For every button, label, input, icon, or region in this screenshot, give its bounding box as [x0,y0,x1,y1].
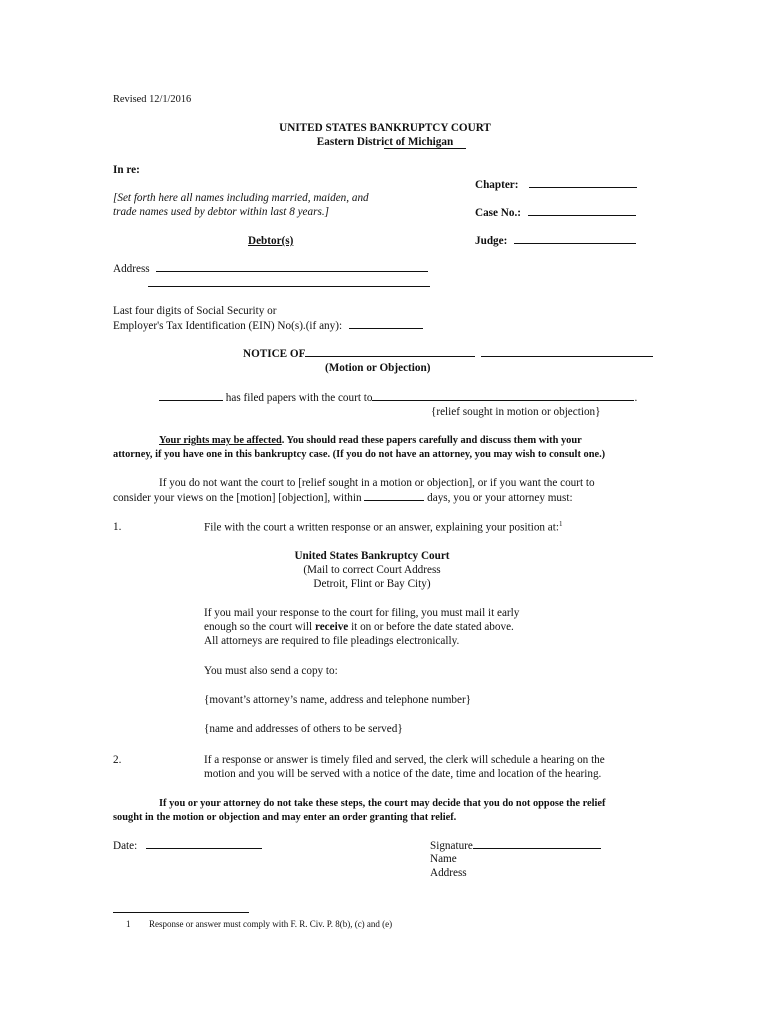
rights-line1 [159,434,582,447]
notice-title[interactable] [243,346,653,361]
court-title: UNITED STATES BANKRUPTCY COURT [279,122,491,134]
relief-hint: {relief sought in motion or objection} [431,406,601,418]
rights-line1-rest: . You should read these papers carefully and discuss them with your [281,435,582,446]
receive-emphasis: receive [314,621,349,633]
rights-line2: attorney, if you have one in this bankruptcy case. (If you do not have an attorney, you may wish to consult one.) [113,449,606,460]
judge-blank[interactable] [514,233,636,244]
mail-line2-b: it on or before the date stated above. [351,621,514,633]
warning-line2: sought in the motion or objection and may enter an order granting that relief. [113,812,457,823]
warning-line1: If you or your attorney do not take these steps, the court may decide that you do not oppose the relief [159,798,606,809]
item2-line2: motion and you will be served with a notice of the date, time and location of the hearing. [204,768,602,780]
date-blank[interactable] [146,838,262,849]
court-address-line1: (Mail to correct Court Address [303,564,441,576]
ssn-line1: Last four digits of Social Security or [113,305,277,317]
copy-to: You must also send a copy to: [204,665,338,677]
debtor-instructions-line1: [Set forth here all names including married, maiden, and [113,192,369,204]
chapter-label: Chapter: [475,179,519,191]
notice-blank-1[interactable] [305,346,475,357]
ssn-blank[interactable] [349,318,423,329]
notice-subtitle: (Motion or Objection) [325,362,431,374]
filed-text: has filed papers with the court to [225,392,373,404]
chapter-blank[interactable] [529,177,637,188]
revised-date: Revised 12/1/2016 [113,94,192,105]
signature-field[interactable] [430,838,601,853]
address-blank-2[interactable] [148,276,430,287]
mail-line1: If you mail your response to the court for filing, you must mail it early [204,607,520,619]
instructions-line2-b: days, you or your attorney must: [427,492,573,504]
ssn-label: Employer's Tax Identification (EIN) No(s).(if any): [113,320,343,332]
footnote-rule [113,912,249,913]
item1-text [204,520,562,535]
address-label: Address [113,263,150,275]
address-blank-1[interactable] [156,261,428,272]
name-label: Name [430,853,457,865]
case-no-label: Case No.: [475,207,521,219]
case-no-blank[interactable] [528,205,636,216]
court-address-line2: Detroit, Flint or Bay City) [313,578,431,590]
date-field[interactable] [113,838,262,853]
chapter-field[interactable] [475,177,637,192]
signer-address-label: Address [430,867,467,879]
filed-papers-line[interactable]: has filed papers with the court to . [159,390,637,405]
rights-heading: Your rights may be affected [159,435,282,446]
footnote-number: 1 [126,919,131,929]
title-divider [384,148,466,149]
notice-title-label: NOTICE OF [243,348,306,360]
movant-info: {movant’s attorney’s name, address and telephone number} [204,694,472,706]
judge-field[interactable] [475,233,636,248]
days-blank[interactable] [364,490,424,501]
item1-text-body: File with the court a written response or an answer, explaining your position at: [204,521,559,534]
debtor-instructions-line2: trade names used by debtor within last 8 years.] [113,206,329,218]
item1-number: 1. [113,521,122,533]
case-no-field[interactable] [475,205,636,220]
ssn-field[interactable] [113,318,423,333]
footnote-text: Response or answer must comply with F. R. Civ. P. 8(b), (c) and (e) [149,919,393,929]
others-info: {name and addresses of others to be served} [204,723,403,735]
movant-blank[interactable] [159,390,223,401]
court-district: Eastern District of Michigan [316,136,454,148]
judge-label: Judge: [475,235,508,247]
court-name: United States Bankruptcy Court [294,550,450,562]
debtor-label: Debtor(s) [248,235,294,247]
mail-line2-a: enough so the court will [204,621,313,633]
relief-blank[interactable] [372,390,634,401]
notice-blank-2[interactable] [481,346,653,357]
item2-line1: If a response or answer is timely filed and served, the clerk will schedule a hearing on the [204,754,605,766]
signature-blank[interactable] [473,838,601,849]
address-line-2[interactable] [148,276,430,291]
mail-line2 [204,620,514,634]
instructions-line1: If you do not want the court to [relief sought in a motion or objection], or if you want the court to [159,477,595,489]
footnote-ref[interactable]: 1 [558,520,563,528]
instructions-line2-a: consider your views on the [motion] [objection], within [113,492,362,504]
in-re-label: In re: [113,164,140,176]
instructions-line2[interactable] [113,490,573,505]
date-label: Date: [113,840,138,852]
address-field[interactable] [113,261,428,276]
signature-label: Signature [430,840,473,852]
item2-number: 2. [113,754,122,766]
mail-line3: All attorneys are required to file pleadings electronically. [204,635,460,647]
